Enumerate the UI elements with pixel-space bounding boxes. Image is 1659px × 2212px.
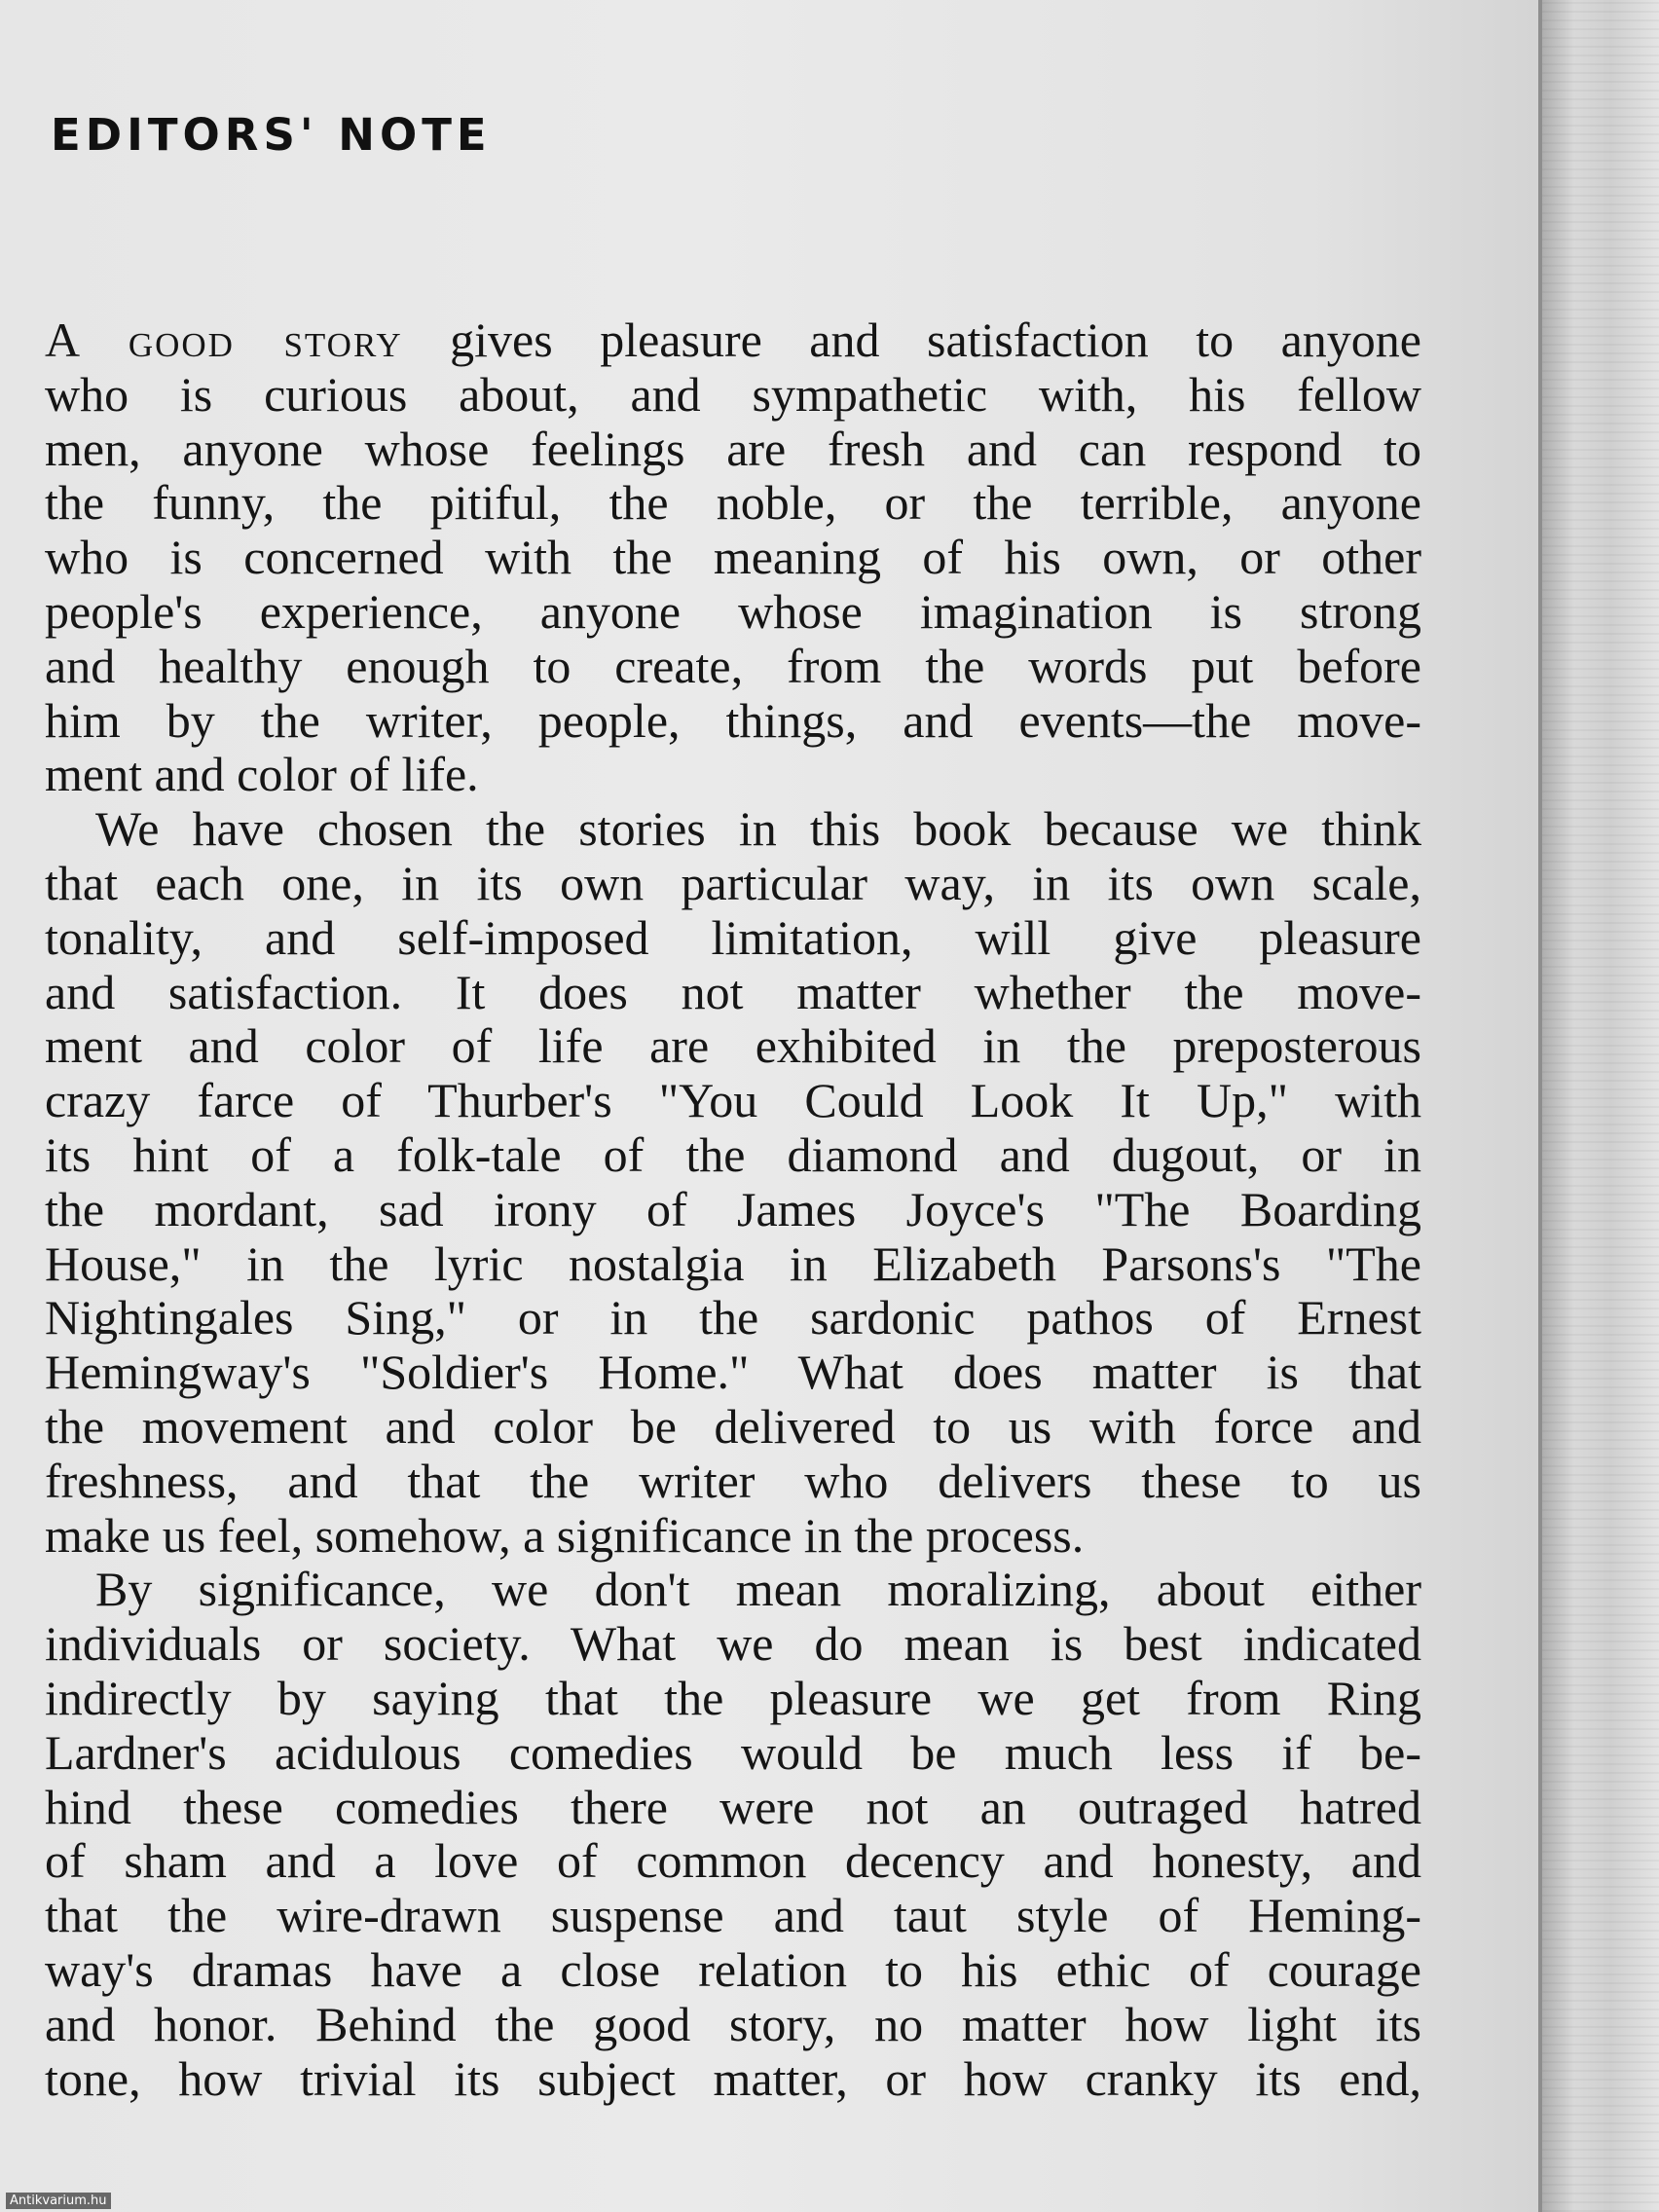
text-line: By significance, we don't mean moralizing, about either xyxy=(95,1562,1421,1617)
text-line: and healthy enough to create, from the words put before xyxy=(45,638,1421,693)
text-line: people's experience, anyone whose imagination is strong xyxy=(45,583,1421,639)
text-line: House," in the lyric nostalgia in Elizabeth Parsons's "The xyxy=(45,1235,1421,1291)
text-line: who is curious about, and sympathetic with, his fellow xyxy=(45,366,1421,422)
page-heading: EDITORS' NOTE xyxy=(51,109,492,161)
text-line: men, anyone whose feelings are fresh and can respond to xyxy=(45,421,1421,476)
text-line: Lardner's acidulous comedies would be much less if be- xyxy=(45,1724,1421,1780)
text-line: way's dramas have a close relation to his ethic of courage xyxy=(45,1941,1421,1997)
body-text xyxy=(45,313,1421,2106)
paragraph-1 xyxy=(45,313,1421,802)
watermark: Antikvarium.hu xyxy=(6,2193,111,2209)
text-line: that the wire-drawn suspense and taut style of Heming- xyxy=(45,1888,1421,1943)
text-line: tonality, and self-imposed limitation, will give pleasure xyxy=(45,909,1421,965)
text-line: ment and color of life. xyxy=(45,747,479,802)
paragraph-3 xyxy=(45,1563,1421,2106)
text-line: and satisfaction. It does not matter whether the move- xyxy=(45,964,1421,1019)
text-line: the mordant, sad irony of James Joyce's "The Boarding xyxy=(45,1181,1421,1236)
text-line: tone, how trivial its subject matter, or how cranky its end, xyxy=(45,2050,1421,2106)
text-line: the funny, the pitiful, the noble, or the terrible, anyone xyxy=(45,475,1421,531)
text-line: him by the writer, people, things, and events—the move- xyxy=(45,692,1421,748)
text-line: freshness, and that the writer who delivers these to us xyxy=(45,1453,1421,1508)
text-line: Nightingales Sing," or in the sardonic pathos of Ernest xyxy=(45,1290,1421,1346)
book-spine-edge xyxy=(1538,0,1659,2212)
small-caps-lead: A good story xyxy=(45,313,403,367)
text-line: hind these comedies there were not an outraged hatred xyxy=(45,1779,1421,1834)
text-line: who is concerned with the meaning of his own, or other xyxy=(45,530,1421,585)
text-line: the movement and color be delivered to us with force and xyxy=(45,1398,1421,1454)
text-line: make us feel, somehow, a significance in the process. xyxy=(45,1507,1085,1563)
text-line: A good story gives pleasure and satisfaction to anyone xyxy=(45,313,1421,367)
text-line: that each one, in its own particular way, in its own scale, xyxy=(45,855,1421,910)
text-line: indirectly by saying that the pleasure we get from Ring xyxy=(45,1670,1421,1725)
text-line: crazy farce of Thurber's "You Could Look It Up," with xyxy=(45,1073,1421,1128)
text-line: Hemingway's "Soldier's Home." What does matter is that xyxy=(45,1345,1421,1400)
text-line: its hint of a folk-tale of the diamond and dugout, or in xyxy=(45,1126,1421,1182)
text-line: individuals or society. What we do mean is best indicated xyxy=(45,1616,1421,1672)
paragraph-2 xyxy=(45,802,1421,1563)
text-line: ment and color of life are exhibited in the preposterous xyxy=(45,1018,1421,1074)
text-line: We have chosen the stories in this book because we think xyxy=(95,801,1421,857)
text-line: and honor. Behind the good story, no matter how light its xyxy=(45,1996,1421,2051)
text-line: of sham and a love of common decency and honesty, and xyxy=(45,1833,1421,1889)
page-edge-shadow xyxy=(1538,0,1542,2212)
